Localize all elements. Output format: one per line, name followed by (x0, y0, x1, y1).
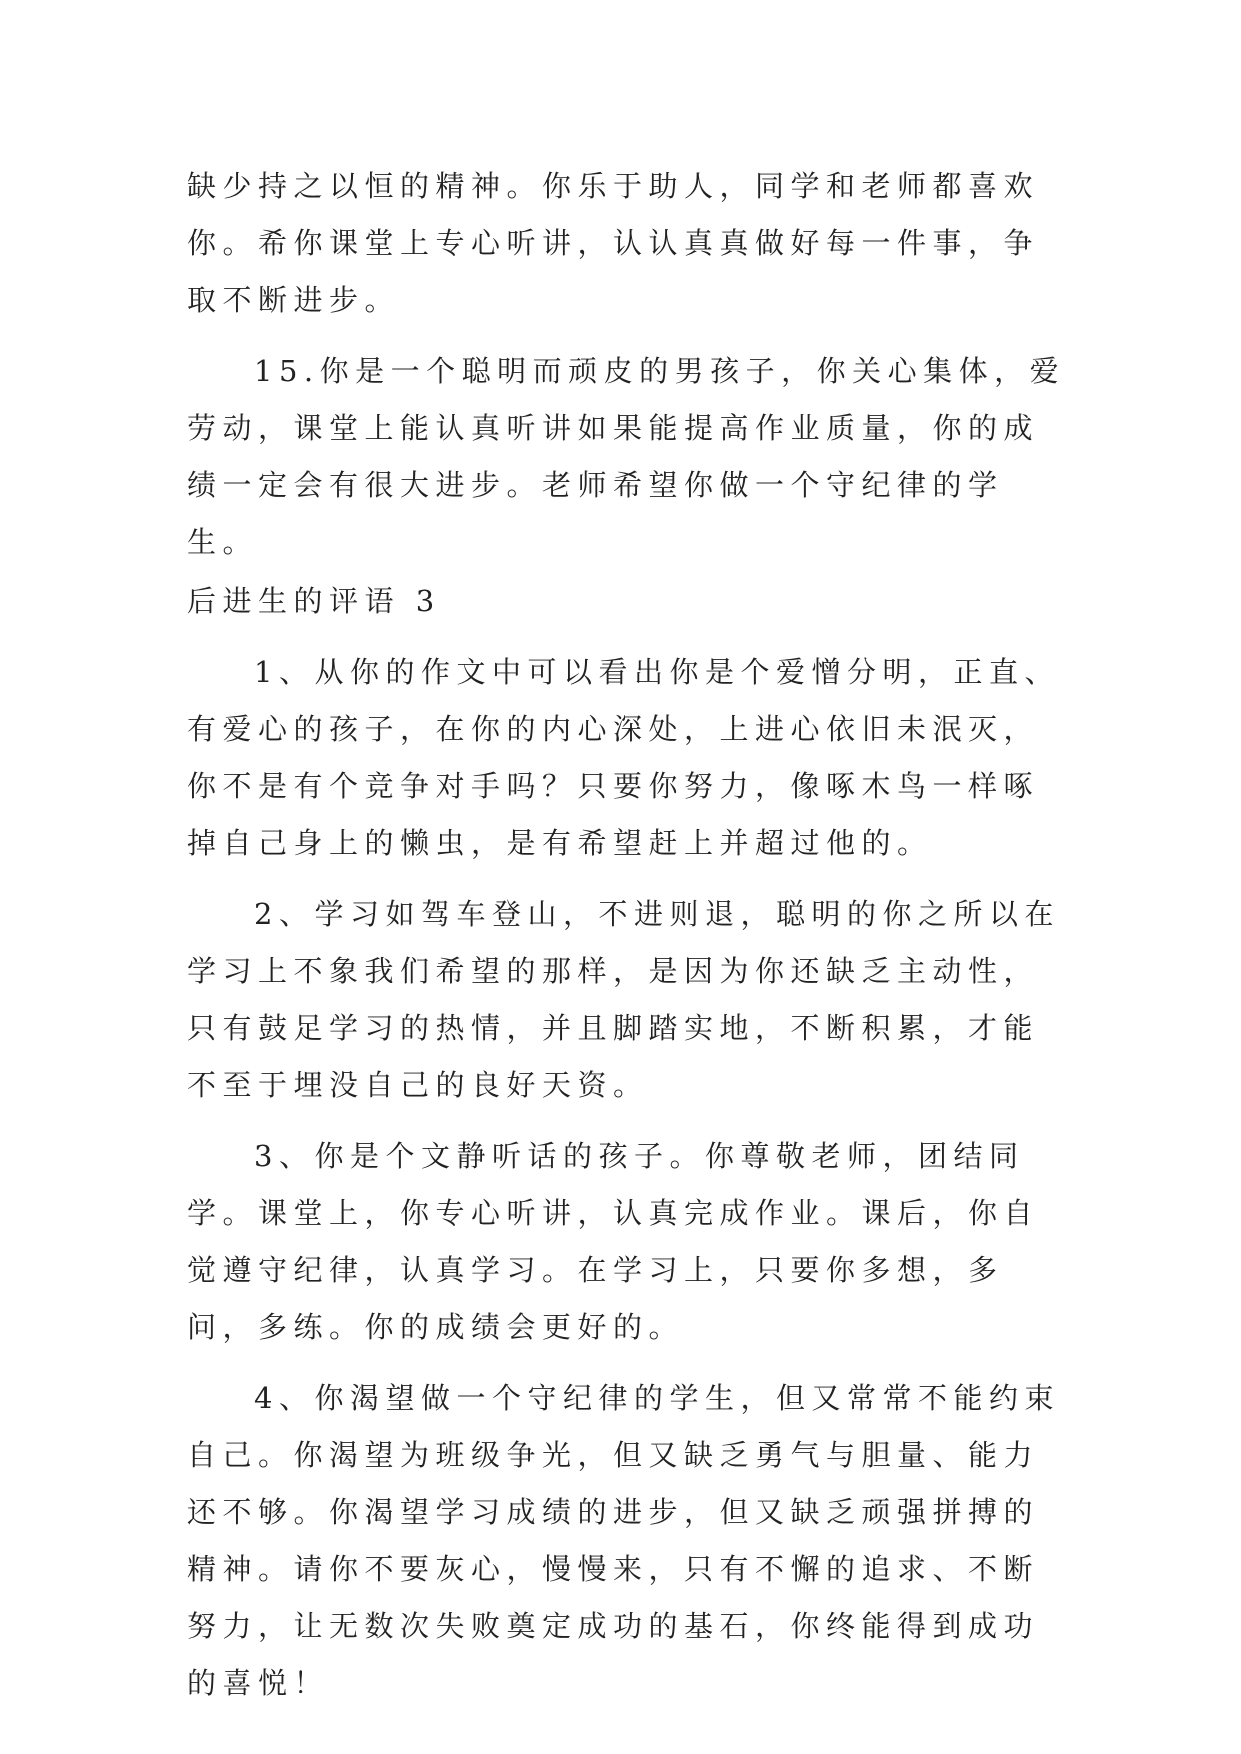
paragraph-continuation: 缺少持之以恒的精神。你乐于助人，同学和老师都喜欢你。希你课堂上专心听讲，认认真真做好每一件事，争取不断进步。 (187, 169, 1040, 317)
paragraph-comment-1: 1、从你的作文中可以看出你是个爱憎分明，正直、有爱心的孩子，在你的内心深处，上进心依旧未泯灭，你不是有个竞争对手吗？只要你努力，像啄木鸟一样啄掉自己身上的懒虫，是有希望赶上并超过他的。 (187, 655, 1060, 860)
paragraph-comment-2: 2、学习如驾车登山，不进则退，聪明的你之所以在学习上不象我们希望的那样，是因为你还缺乏主动性，只有鼓足学习的热情，并且脚踏实地，不断积累，才能不至于埋没自己的良好天资。 (187, 897, 1060, 1102)
paragraph-comment-3: 3、你是个文静听话的孩子。你尊敬老师，团结同学。课堂上，你专心听讲，认真完成作业。课后，你自觉遵守纪律，认真学习。在学习上，只要你多想，多问，多练。你的成绩会更好的。 (187, 1139, 1040, 1344)
section-heading: 后进生的评语 3 (187, 584, 441, 618)
paragraph-comment-15: 15.你是一个聪明而顽皮的男孩子，你关心集体，爱劳动，课堂上能认真听讲如果能提高作业质量，你的成绩一定会有很大进步。老师希望你做一个守纪律的学生。 (187, 354, 1066, 559)
paragraph-comment-4: 4、你渴望做一个守纪律的学生，但又常常不能约束自己。你渴望为班级争光，但又缺乏勇气与胆量、能力还不够。你渴望学习成绩的进步，但又缺乏顽强拼搏的精神。请你不要灰心，慢慢来，只有不懈的追求、不断努力，让无数次失败奠定成功的基石，你终能得到成功的喜悦！ (187, 1381, 1060, 1700)
document-body (187, 158, 1067, 1712)
